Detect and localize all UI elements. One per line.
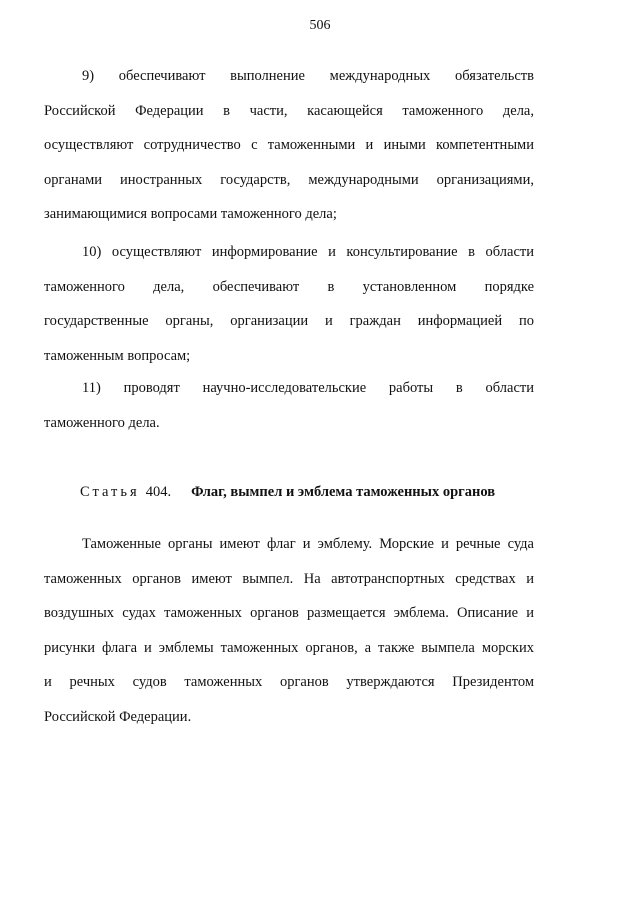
text-line: и речных судов таможенных органов утверждаются Президентом bbox=[44, 674, 534, 691]
article-title: Флаг, вымпел и эмблема таможенных органов bbox=[191, 484, 496, 500]
article-body bbox=[44, 527, 534, 735]
list-item-9 bbox=[44, 59, 534, 232]
text-line: Российской Федерации в части, касающейся таможенного дела, bbox=[44, 102, 534, 119]
list-item-9-text-end bbox=[44, 197, 534, 232]
text-line: рисунки флага и эмблемы таможенных органов, а также вымпела морских bbox=[44, 639, 534, 656]
text-line: 10) осуществляют информирование и консультирование в области bbox=[82, 244, 534, 260]
list-item-11-text-end bbox=[44, 406, 534, 441]
text-line: государственные органы, организации и граждан информацией по bbox=[44, 313, 534, 330]
text-line: Таможенные органы имеют флаг и эмблему. Морские и речные суда bbox=[82, 536, 534, 552]
article-number: 404. bbox=[145, 484, 172, 500]
page-number: 506 bbox=[309, 18, 331, 33]
article-body-text-end bbox=[44, 700, 534, 735]
text-line: таможенного дела. bbox=[44, 414, 160, 431]
text-line: осуществляют сотрудничество с таможенными и иными компетентными bbox=[44, 137, 534, 154]
text-line: органами иностранных государств, международными организациями, bbox=[44, 171, 534, 188]
article-label: Статья bbox=[80, 484, 140, 500]
article-heading bbox=[80, 482, 550, 502]
text-line: 9) обеспечивают выполнение международных обязательств bbox=[82, 68, 534, 84]
list-item-9-text bbox=[44, 59, 534, 197]
list-item-10-text-end bbox=[44, 339, 534, 374]
text-line: Российской Федерации. bbox=[44, 708, 192, 725]
list-item-10-text bbox=[44, 235, 534, 339]
list-item-11 bbox=[44, 371, 534, 440]
text-line: 11) проводят научно-исследовательские работы в области bbox=[82, 380, 534, 396]
text-line: таможенных органов имеют вымпел. На автотранспортных средствах и bbox=[44, 570, 534, 587]
text-line: таможенным вопросам; bbox=[44, 347, 191, 364]
text-line: воздушных судах таможенных органов размещается эмблема. Описание и bbox=[44, 605, 534, 622]
list-item-11-text bbox=[44, 371, 534, 406]
text-line: занимающимися вопросами таможенного дела; bbox=[44, 206, 337, 223]
text-line: таможенного дела, обеспечивают в установленном порядке bbox=[44, 278, 534, 295]
article-body-text bbox=[44, 527, 534, 700]
list-item-10 bbox=[44, 235, 534, 373]
